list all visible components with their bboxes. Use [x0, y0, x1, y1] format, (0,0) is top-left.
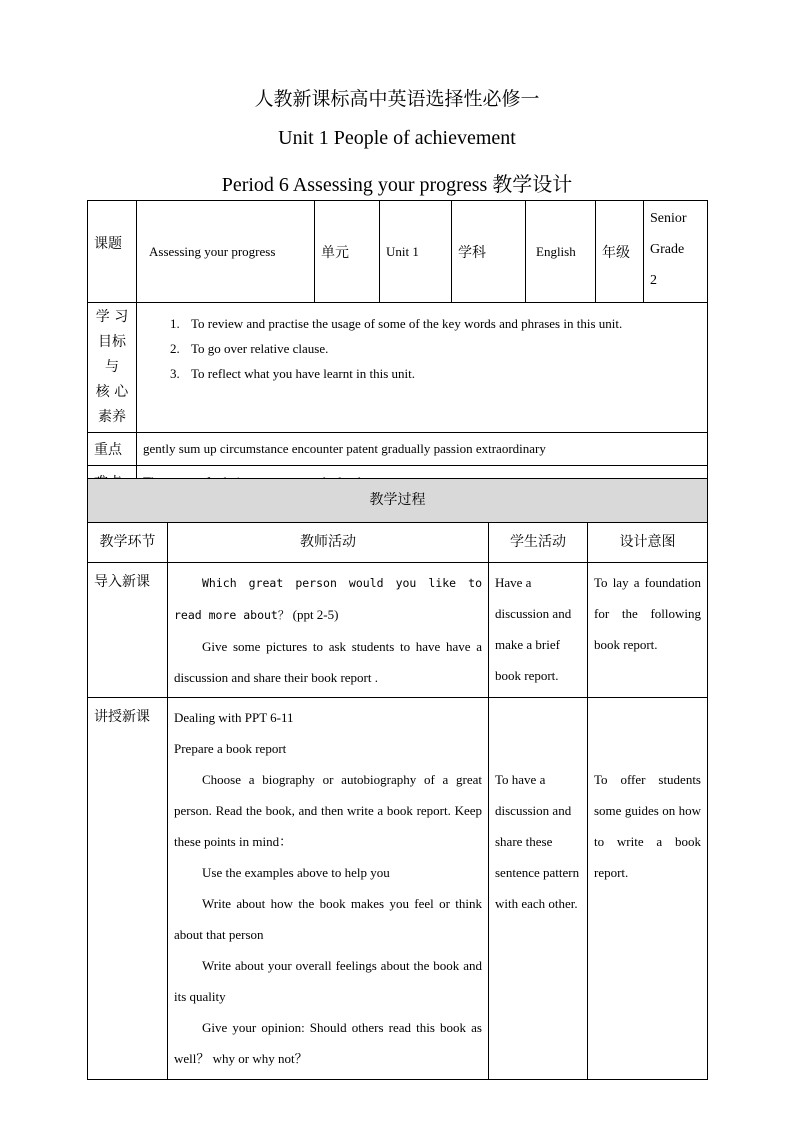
grade-line-3: 2	[650, 273, 657, 288]
teacher-ppt-ref: (ppt 2-5)	[289, 607, 339, 622]
goals-label	[88, 303, 137, 433]
teacher-activity-cell	[168, 563, 489, 698]
teacher-question: Which great person would you like to read more about？	[174, 576, 482, 622]
teacher-paragraph: Write about your overall feelings about the book and its quality	[174, 958, 482, 1004]
teacher-paragraph: Use the examples above to help you	[202, 865, 390, 880]
teacher-paragraph: Dealing with PPT 6-11	[174, 710, 294, 725]
teacher-paragraph: Give some pictures to ask students to have have a discussion and share their book report .	[174, 639, 482, 685]
unit-title: Unit 1 People of achievement	[278, 127, 516, 149]
goal-item: 1. To review and practise the usage of some of the key words and phrases in this unit.	[183, 311, 701, 336]
student-activity-cell: Have a discussion and make a brief book report.	[489, 563, 588, 698]
subject-label: 学科	[452, 201, 526, 303]
topic-label: 课题	[88, 201, 137, 303]
column-header-teacher: 教师活动	[168, 523, 489, 563]
goals-label-line: 核 心	[95, 384, 129, 400]
teacher-paragraph: Give your opinion: Should others read this book as well？ why or why not？	[174, 1020, 482, 1066]
grade-line-1: Senior	[650, 211, 687, 226]
key-points-label: 重点	[88, 433, 137, 466]
teacher-paragraph	[174, 567, 482, 631]
info-table	[87, 200, 708, 499]
column-header-intent: 设计意图	[588, 523, 708, 563]
teacher-activity-cell	[168, 698, 489, 1080]
student-activity-cell: To have a discussion and share these sentence pattern with each other.	[489, 698, 588, 1080]
process-table	[87, 478, 708, 1080]
stage-cell: 讲授新课	[88, 698, 168, 1080]
subject-value: English	[526, 201, 596, 303]
grade-value	[644, 201, 708, 303]
teacher-paragraph: Write about how the book makes you feel or think about that person	[174, 896, 482, 942]
goals-label-line: 与	[105, 359, 119, 375]
goals-label-line: 素养	[98, 409, 126, 425]
key-points-value: gently sum up circumstance encounter patent gradually passion extraordinary	[137, 433, 708, 466]
design-intent-cell: To offer students some guides on how to write a book report.	[588, 698, 708, 1080]
topic-value: Assessing your progress	[137, 201, 315, 303]
grade-label: 年级	[596, 201, 644, 303]
goals-label-line: 学 习	[95, 309, 129, 325]
goals-label-line: 目标	[98, 334, 126, 350]
column-header-student: 学生活动	[489, 523, 588, 563]
column-header-stage: 教学环节	[88, 523, 168, 563]
goal-item: 3. To reflect what you have learnt in this unit.	[183, 361, 701, 386]
stage-cell: 导入新课	[88, 563, 168, 698]
course-title: 人教新课标高中英语选择性必修一	[254, 88, 540, 110]
teacher-paragraph: Prepare a book report	[174, 741, 287, 756]
goals-list	[143, 311, 701, 386]
process-band-title: 教学过程	[88, 479, 708, 523]
unit-label: 单元	[315, 201, 380, 303]
design-intent-cell: To lay a foundation for the following book report.	[588, 563, 708, 698]
grade-line-2: Grade	[650, 242, 685, 257]
goal-item: 2. To go over relative clause.	[183, 336, 701, 361]
goals-content	[137, 303, 708, 433]
unit-value: Unit 1	[380, 201, 452, 303]
period-title: Period 6 Assessing your progress 教学设计	[221, 174, 573, 196]
teacher-paragraph: Choose a biography or autobiography of a great person. Read the book, and then write a book report. Keep these points in mind：	[174, 772, 482, 849]
